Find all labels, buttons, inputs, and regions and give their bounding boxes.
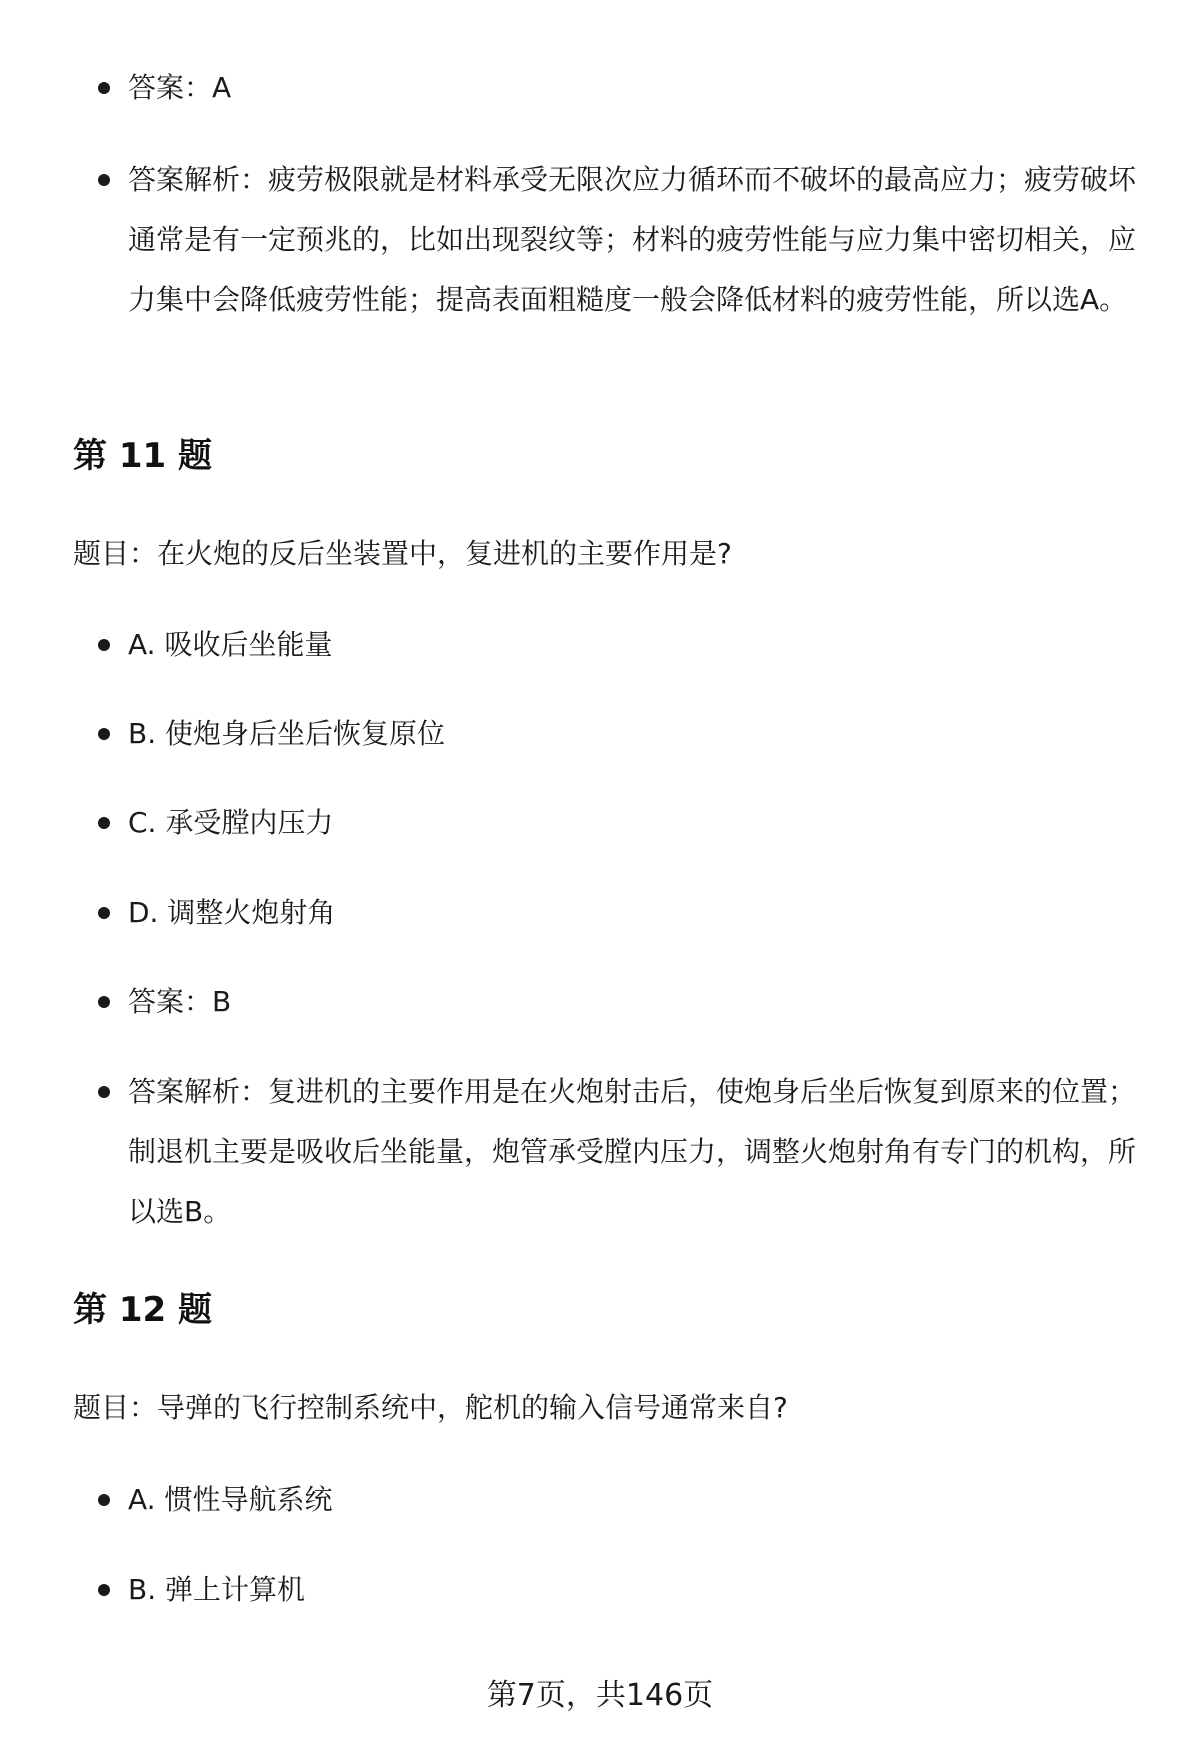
bullet-dot <box>98 1494 110 1506</box>
question-heading: 第 12 题 <box>73 1290 212 1330</box>
bullet-dot <box>98 817 110 829</box>
bullet-dot <box>98 907 110 919</box>
bullet-dot <box>98 728 110 740</box>
explanation-text: 答案解析：疲劳极限就是材料承受无限次应力循环而不破坏的最高应力；疲劳破坏通常是有一定预兆的，比如出现裂纹等；材料的疲劳性能与应力集中密切相关，应力集中会降低疲劳性能；提高表面粗糙度一般会降低材料的疲劳性能，所以选A。 <box>128 163 1137 316</box>
bullet-dot <box>98 82 110 94</box>
question-heading: 第 11 题 <box>73 436 212 476</box>
bullet-dot <box>98 1584 110 1596</box>
question-stem: 题目：导弹的飞行控制系统中，舵机的输入信号通常来自? <box>73 1391 788 1424</box>
option-text: B. 弹上计算机 <box>128 1573 306 1606</box>
answer-text: 答案：B <box>128 985 232 1018</box>
option-text: A. 吸收后坐能量 <box>128 628 333 661</box>
bullet-dot <box>98 1086 110 1098</box>
bullet-dot <box>98 996 110 1008</box>
option-text: D. 调整火炮射角 <box>128 896 336 929</box>
page-number: 第7页，共146页 <box>486 1678 714 1713</box>
bullet-dot <box>98 174 110 186</box>
answer-text: 答案：A <box>128 71 232 104</box>
explanation-text: 答案解析：复进机的主要作用是在火炮射击后，使炮身后坐后恢复到原来的位置；制退机主要是吸收后坐能量，炮管承受膛内压力，调整火炮射角有专门的机构，所以选B。 <box>128 1075 1137 1228</box>
option-text: A. 惯性导航系统 <box>128 1483 333 1516</box>
option-text: C. 承受膛内压力 <box>128 806 334 839</box>
question-stem: 题目：在火炮的反后坐装置中，复进机的主要作用是? <box>73 537 732 570</box>
option-text: B. 使炮身后坐后恢复原位 <box>128 717 446 750</box>
bullet-dot <box>98 639 110 651</box>
